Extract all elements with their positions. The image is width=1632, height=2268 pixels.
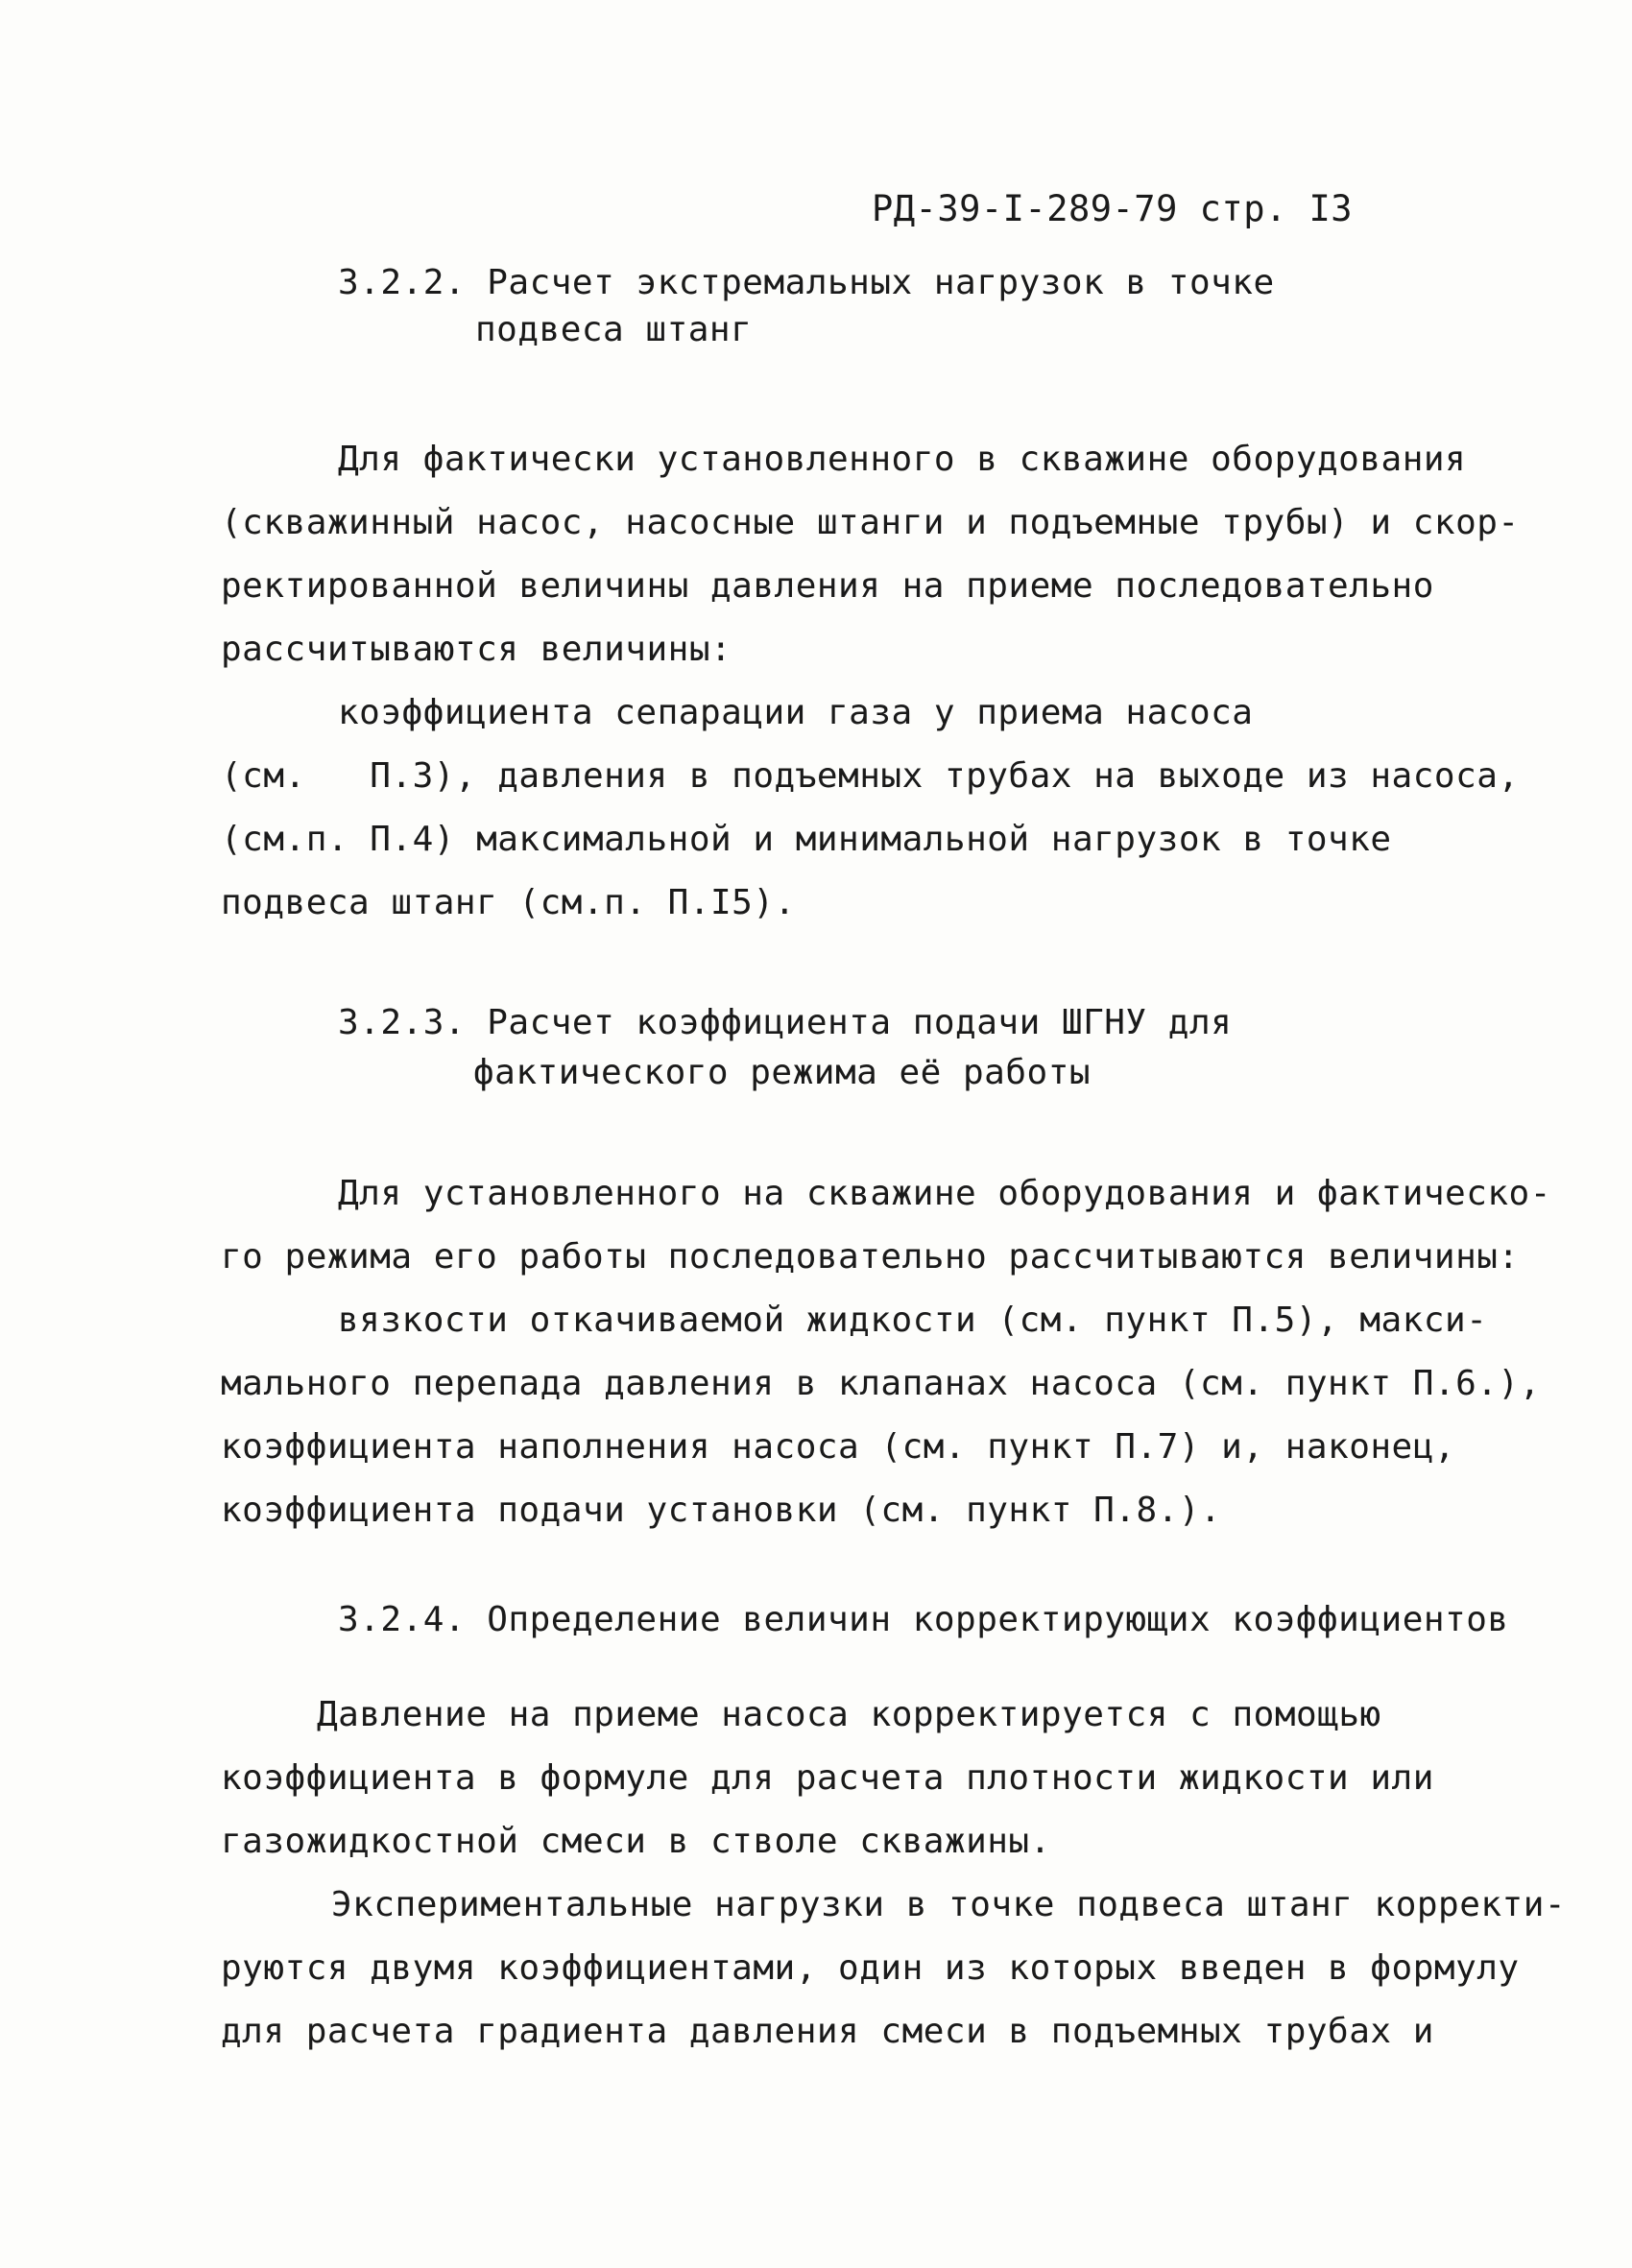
paragraph-line: коэффициента наполнения насоса (см. пункт П.7) и, наконец, [221, 1427, 1456, 1467]
paragraph-line: коэффициента сепарации газа у приема насоса [338, 693, 1254, 732]
paragraph-line: мального перепада давления в клапанах насоса (см. пункт П.6.), [221, 1364, 1541, 1403]
paragraph-line: Экспериментальные нагрузки в точке подвеса штанг корректи- [331, 1885, 1567, 1924]
page-header: РД-39-I-289-79 стр. I3 [872, 188, 1354, 229]
paragraph-line: (см.п. П.4) максимальной и минимальной нагрузок в точке [221, 820, 1392, 859]
paragraph-line: руются двумя коэффициентами, один из которых введен в формулу [221, 1948, 1520, 1988]
paragraph-line: Давление на приеме насоса корректируется с помощью [317, 1695, 1381, 1734]
paragraph-line: подвеса штанг (см.п. П.I5). [221, 883, 796, 922]
paragraph-line: коэффициента подачи установки (см. пункт П.8.). [221, 1491, 1222, 1530]
paragraph-line: ректированной величины давления на приеме последовательно [221, 566, 1434, 606]
paragraph-line: для расчета градиента давления смеси в подъемных трубах и [221, 2012, 1434, 2051]
paragraph-line: коэффициента в формуле для расчета плотности жидкости или [221, 1758, 1434, 1798]
paragraph-line: Для фактически установленного в скважине оборудования [338, 440, 1467, 479]
section-heading: 3.2.2. Расчет экстремальных нагрузок в точке [338, 263, 1275, 302]
section-heading-continuation: подвеса штанг [475, 310, 753, 349]
paragraph-line: го режима его работы последовательно рассчитываются величины: [221, 1237, 1520, 1277]
section-heading-continuation: фактического режима её работы [473, 1053, 1092, 1092]
paragraph-line: (скважинный насос, насосные штанги и подъемные трубы) и скор- [221, 503, 1520, 542]
paragraph-line: вязкости откачиваемой жидкости (см. пункт П.5), макси- [338, 1301, 1488, 1340]
paragraph-line: (см. П.3), давления в подъемных трубах на выходе из насоса, [221, 756, 1520, 796]
paragraph-line: газожидкостной смеси в стволе скважины. [221, 1822, 1051, 1861]
section-heading: 3.2.4. Определение величин корректирующих коэффициентов [338, 1600, 1509, 1639]
paragraph-line: Для установленного на скважине оборудования и фактическо- [338, 1174, 1551, 1213]
section-heading: 3.2.3. Расчет коэффициента подачи ШГНУ для [338, 1003, 1233, 1042]
paragraph-line: рассчитываются величины: [221, 630, 732, 669]
